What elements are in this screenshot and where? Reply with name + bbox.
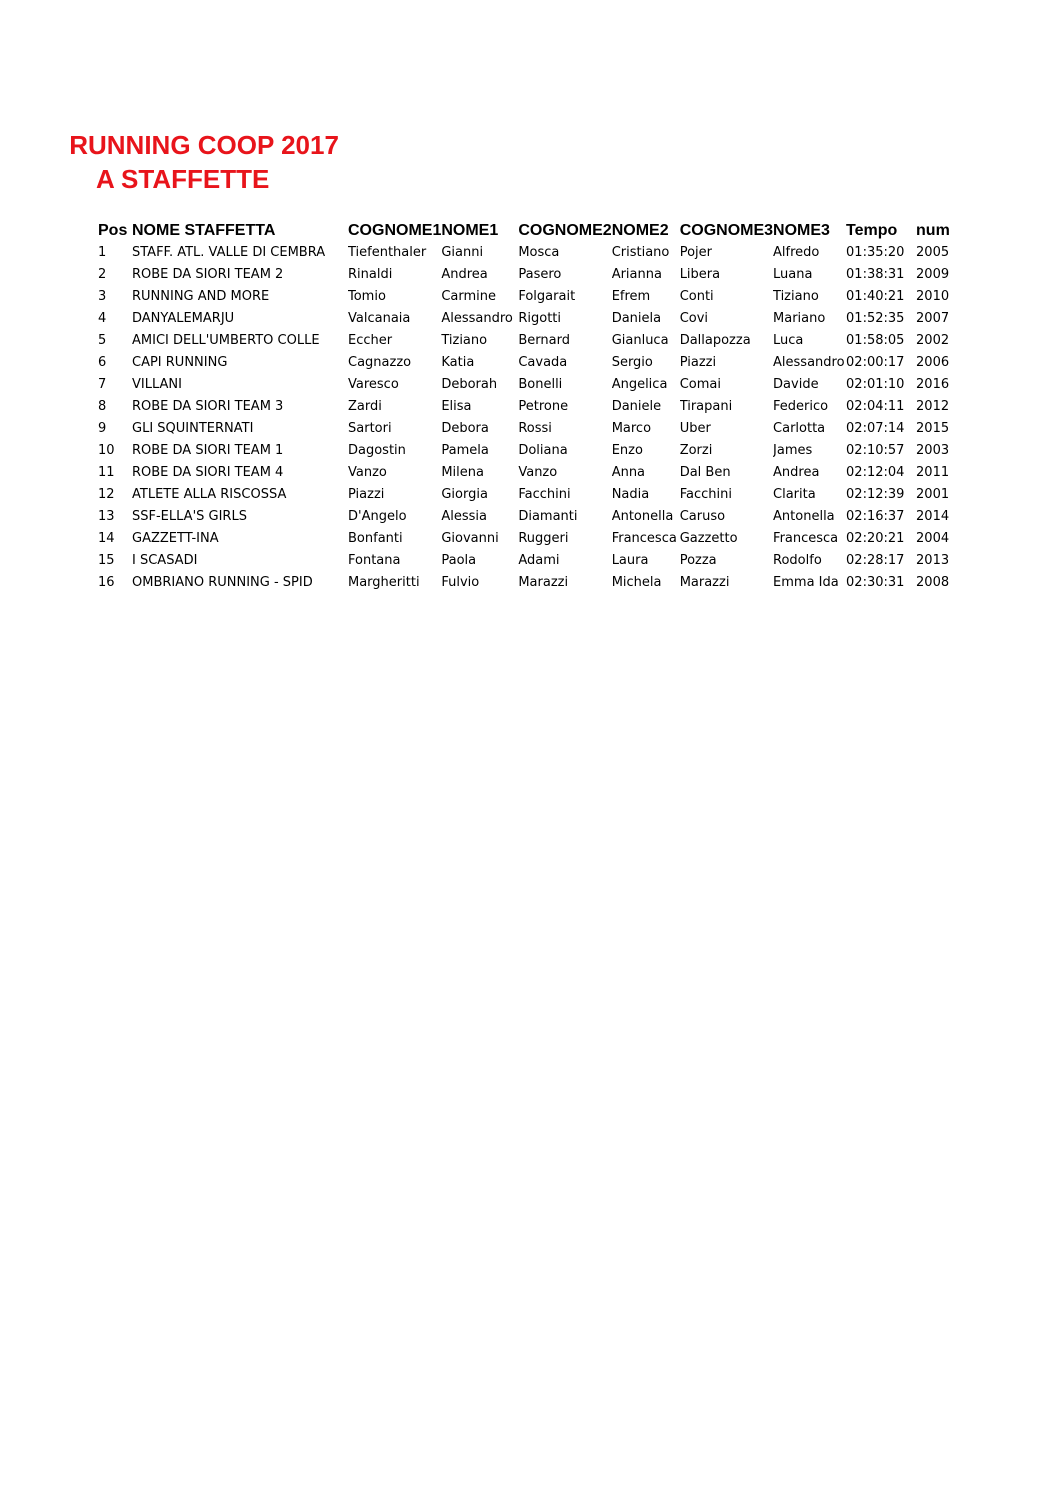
cell-name1: Elisa — [441, 399, 472, 414]
table-row — [98, 330, 958, 352]
cell-name3: Antonella — [773, 509, 835, 524]
cell-name1: Gianni — [441, 245, 484, 260]
cell-name3: Carlotta — [773, 421, 826, 436]
cell-time: 02:16:37 — [846, 509, 905, 524]
header-name2: NOME2 — [611, 222, 669, 239]
cell-name2: Antonella — [611, 509, 674, 524]
cell-surname2: Rigotti — [518, 311, 561, 326]
cell-surname2: Bernard — [518, 333, 570, 348]
cell-pos: 1 — [98, 245, 107, 260]
table-row — [98, 550, 958, 572]
cell-surname2: Bonelli — [518, 377, 563, 392]
cell-pos: 15 — [98, 553, 115, 568]
title-line-2: A STAFFETTE — [96, 164, 270, 194]
cell-surname2: Marazzi — [518, 575, 569, 590]
header-bib-number: num — [916, 222, 950, 239]
cell-surname1: Fontana — [348, 553, 401, 568]
cell-surname3: Facchini — [679, 487, 732, 502]
table-row — [98, 264, 958, 286]
cell-team-name: ROBE DA SIORI TEAM 4 — [132, 465, 284, 480]
cell-name3: Rodolfo — [773, 553, 822, 568]
cell-surname1: Dagostin — [348, 443, 406, 458]
cell-surname1: Sartori — [348, 421, 392, 436]
cell-surname1: Rinaldi — [348, 267, 393, 282]
cell-surname1: Eccher — [348, 333, 393, 348]
cell-name1: Giorgia — [441, 487, 488, 502]
cell-team-name: ROBE DA SIORI TEAM 2 — [132, 267, 284, 282]
cell-surname1: Varesco — [348, 377, 399, 392]
cell-pos: 4 — [98, 311, 107, 326]
cell-pos: 2 — [98, 267, 107, 282]
cell-bib-number: 2006 — [916, 355, 950, 370]
cell-name2: Francesca — [611, 531, 677, 546]
header-team-name: NOME STAFFETTA — [132, 222, 276, 239]
cell-name3: Alessandro — [773, 355, 845, 370]
cell-team-name: I SCASADI — [132, 553, 198, 568]
cell-surname3: Tirapani — [679, 399, 733, 414]
cell-surname2: Diamanti — [518, 509, 578, 524]
cell-surname3: Covi — [679, 311, 709, 326]
cell-surname3: Uber — [679, 421, 711, 436]
table-row — [98, 506, 958, 528]
cell-name3: Mariano — [773, 311, 826, 326]
cell-name3: Tiziano — [773, 289, 819, 304]
cell-name2: Daniela — [611, 311, 662, 326]
cell-name3: Davide — [773, 377, 819, 392]
table-row — [98, 462, 958, 484]
header-row — [98, 220, 958, 242]
cell-name2: Arianna — [611, 267, 662, 282]
cell-team-name: SSF-ELLA'S GIRLS — [132, 509, 247, 524]
title-line-1: RUNNING COOP 2017 — [69, 130, 339, 160]
cell-name2: Anna — [611, 465, 646, 480]
cell-pos: 8 — [98, 399, 107, 414]
cell-time: 02:20:21 — [846, 531, 905, 546]
cell-time: 01:35:20 — [846, 245, 905, 260]
cell-surname2: Rossi — [518, 421, 552, 436]
table-row — [98, 352, 958, 374]
cell-team-name: AMICI DELL'UMBERTO COLLE — [132, 333, 320, 348]
cell-surname2: Adami — [518, 553, 560, 568]
cell-name3: Clarita — [773, 487, 816, 502]
cell-name1: Debora — [441, 421, 489, 436]
cell-bib-number: 2012 — [916, 399, 950, 414]
cell-team-name: GLI SQUINTERNATI — [132, 421, 254, 436]
cell-pos: 7 — [98, 377, 107, 392]
cell-name3: Luca — [773, 333, 804, 348]
cell-pos: 3 — [98, 289, 107, 304]
cell-pos: 11 — [98, 465, 115, 480]
cell-name3: Francesca — [773, 531, 839, 546]
cell-surname3: Conti — [679, 289, 714, 304]
cell-team-name: CAPI RUNNING — [132, 355, 228, 370]
table-row — [98, 484, 958, 506]
cell-pos: 6 — [98, 355, 107, 370]
cell-surname3: Dal Ben — [679, 465, 731, 480]
cell-name2: Cristiano — [611, 245, 670, 260]
cell-bib-number: 2005 — [916, 245, 950, 260]
cell-name1: Paola — [441, 553, 477, 568]
cell-surname3: Caruso — [679, 509, 726, 524]
cell-surname2: Folgarait — [518, 289, 576, 304]
results-body — [98, 242, 958, 594]
header-surname1: COGNOME1 — [348, 222, 442, 239]
cell-name2: Enzo — [611, 443, 643, 458]
cell-surname3: Marazzi — [679, 575, 730, 590]
cell-name3: Alfredo — [773, 245, 820, 260]
cell-time: 02:01:10 — [846, 377, 905, 392]
cell-surname3: Libera — [679, 267, 721, 282]
cell-name2: Gianluca — [611, 333, 669, 348]
cell-name2: Daniele — [611, 399, 662, 414]
cell-pos: 10 — [98, 443, 115, 458]
cell-surname2: Cavada — [518, 355, 568, 370]
cell-surname1: Tiefenthaler — [348, 245, 427, 260]
cell-pos: 5 — [98, 333, 107, 348]
cell-surname2: Mosca — [518, 245, 560, 260]
cell-team-name: GAZZETT-INA — [132, 531, 219, 546]
cell-bib-number: 2009 — [916, 267, 950, 282]
cell-name2: Michela — [611, 575, 662, 590]
cell-surname1: Tomio — [348, 289, 386, 304]
cell-surname3: Piazzi — [679, 355, 717, 370]
cell-surname2: Pasero — [518, 267, 562, 282]
cell-bib-number: 2015 — [916, 421, 950, 436]
cell-surname1: D'Angelo — [348, 509, 407, 524]
cell-surname3: Gazzetto — [679, 531, 738, 546]
cell-surname2: Ruggeri — [518, 531, 569, 546]
table-row — [98, 440, 958, 462]
table-row — [98, 308, 958, 330]
cell-name1: Tiziano — [441, 333, 488, 348]
title-block — [0, 128, 500, 196]
cell-bib-number: 2004 — [916, 531, 950, 546]
header-pos: Pos — [98, 222, 128, 239]
table-row — [98, 374, 958, 396]
cell-surname3: Dallapozza — [679, 333, 751, 348]
header-name1: NOME1 — [441, 222, 499, 239]
header-name3: NOME3 — [773, 222, 830, 239]
cell-bib-number: 2016 — [916, 377, 950, 392]
cell-pos: 14 — [98, 531, 115, 546]
cell-team-name: RUNNING AND MORE — [132, 289, 270, 304]
cell-time: 02:07:14 — [846, 421, 905, 436]
cell-bib-number: 2008 — [916, 575, 950, 590]
cell-name2: Marco — [611, 421, 652, 436]
cell-name2: Nadia — [611, 487, 650, 502]
cell-name3: Andrea — [773, 465, 820, 480]
cell-bib-number: 2013 — [916, 553, 950, 568]
cell-surname1: Zardi — [348, 399, 382, 414]
cell-team-name: OMBRIANO RUNNING - SPID — [132, 575, 313, 590]
cell-bib-number: 2011 — [916, 465, 950, 480]
cell-time: 02:10:57 — [846, 443, 905, 458]
cell-surname2: Petrone — [518, 399, 569, 414]
table-row — [98, 286, 958, 308]
cell-pos: 9 — [98, 421, 107, 436]
cell-name2: Efrem — [611, 289, 651, 304]
cell-name2: Laura — [611, 553, 649, 568]
cell-name2: Sergio — [611, 355, 653, 370]
cell-team-name: STAFF. ATL. VALLE DI CEMBRA — [132, 245, 326, 260]
header-surname3: COGNOME3 — [679, 222, 774, 239]
cell-name3: Federico — [773, 399, 829, 414]
cell-bib-number: 2007 — [916, 311, 950, 326]
cell-bib-number: 2014 — [916, 509, 950, 524]
cell-surname3: Pozza — [679, 553, 717, 568]
cell-name1: Deborah — [441, 377, 498, 392]
cell-name1: Milena — [441, 465, 484, 480]
cell-name2: Angelica — [611, 377, 668, 392]
cell-name1: Giovanni — [441, 531, 499, 546]
cell-surname1: Valcanaia — [348, 311, 411, 326]
cell-name1: Alessia — [441, 509, 487, 524]
table-row — [98, 242, 958, 264]
cell-pos: 16 — [98, 575, 115, 590]
cell-time: 01:40:21 — [846, 289, 905, 304]
cell-bib-number: 2003 — [916, 443, 950, 458]
cell-surname3: Comai — [679, 377, 721, 392]
cell-time: 02:12:04 — [846, 465, 905, 480]
cell-bib-number: 2001 — [916, 487, 950, 502]
cell-surname1: Cagnazzo — [348, 355, 412, 370]
cell-surname2: Facchini — [518, 487, 571, 502]
cell-pos: 12 — [98, 487, 115, 502]
cell-surname1: Piazzi — [348, 487, 385, 502]
cell-name1: Fulvio — [441, 575, 480, 590]
table-row — [98, 418, 958, 440]
cell-time: 01:58:05 — [846, 333, 905, 348]
cell-name3: Luana — [773, 267, 813, 282]
cell-bib-number: 2002 — [916, 333, 950, 348]
cell-time: 02:00:17 — [846, 355, 905, 370]
cell-surname3: Zorzi — [679, 443, 713, 458]
cell-surname1: Bonfanti — [348, 531, 403, 546]
cell-bib-number: 2010 — [916, 289, 950, 304]
cell-team-name: VILLANI — [132, 377, 182, 392]
cell-time: 01:38:31 — [846, 267, 905, 282]
cell-team-name: DANYALEMARJU — [132, 311, 235, 326]
table-row — [98, 528, 958, 550]
cell-surname1: Vanzo — [348, 465, 387, 480]
cell-time: 02:30:31 — [846, 575, 905, 590]
cell-team-name: ROBE DA SIORI TEAM 1 — [132, 443, 284, 458]
cell-surname2: Vanzo — [518, 465, 558, 480]
cell-team-name: ROBE DA SIORI TEAM 3 — [132, 399, 284, 414]
header-time: Tempo — [846, 222, 898, 239]
cell-surname2: Doliana — [518, 443, 568, 458]
cell-surname3: Pojer — [679, 245, 712, 260]
cell-name1: Katia — [441, 355, 475, 370]
cell-time: 02:04:11 — [846, 399, 905, 414]
cell-surname1: Margheritti — [348, 575, 420, 590]
cell-time: 02:28:17 — [846, 553, 905, 568]
cell-name3: Emma Ida — [773, 575, 839, 590]
cell-name3: James — [773, 443, 813, 458]
cell-time: 01:52:35 — [846, 311, 905, 326]
cell-time: 02:12:39 — [846, 487, 905, 502]
results-table — [98, 220, 958, 594]
cell-team-name: ATLETE ALLA RISCOSSA — [132, 487, 287, 502]
cell-name1: Alessandro — [441, 311, 513, 326]
table-row — [98, 396, 958, 418]
header-surname2: COGNOME2 — [518, 222, 612, 239]
cell-pos: 13 — [98, 509, 115, 524]
cell-name1: Carmine — [441, 289, 497, 304]
table-row — [98, 572, 958, 594]
cell-name1: Andrea — [441, 267, 488, 282]
cell-name1: Pamela — [441, 443, 489, 458]
